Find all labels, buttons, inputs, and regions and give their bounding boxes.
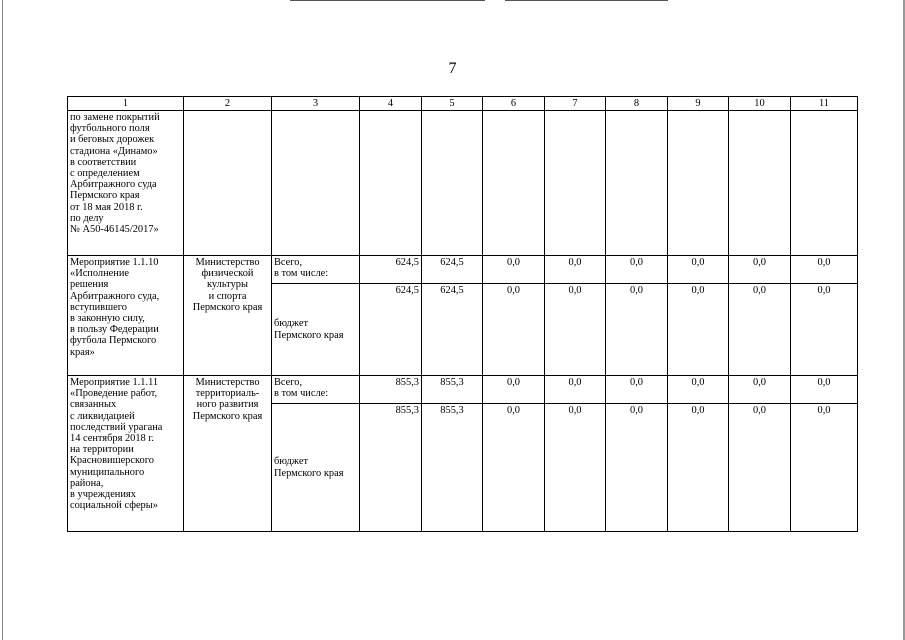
column-number: 11 — [791, 97, 858, 111]
event-1-budget-col7: 0,0 — [545, 284, 606, 376]
column-number: 6 — [483, 97, 545, 111]
event-1-budget-col6: 0,0 — [483, 284, 545, 376]
column-number: 2 — [184, 97, 272, 111]
top-rule-left — [290, 0, 485, 1]
event-2-total-col10: 0,0 — [729, 376, 791, 404]
column-number: 4 — [360, 97, 422, 111]
empty-cell — [422, 111, 483, 256]
column-number: 9 — [668, 97, 729, 111]
empty-cell — [545, 111, 606, 256]
empty-cell — [483, 111, 545, 256]
top-rule-right — [505, 0, 668, 1]
empty-cell — [729, 111, 791, 256]
event-1-budget-col8: 0,0 — [606, 284, 668, 376]
event-2-total-col7: 0,0 — [545, 376, 606, 404]
event-1-budget-col5: 624,5 — [422, 284, 483, 376]
event-1-total-col6: 0,0 — [483, 256, 545, 284]
event-2-total-col6: 0,0 — [483, 376, 545, 404]
page-edge-left — [2, 0, 3, 640]
empty-cell — [272, 111, 360, 256]
empty-cell — [668, 111, 729, 256]
empty-cell — [184, 111, 272, 256]
event-1-total-row — [68, 256, 858, 284]
column-number: 1 — [68, 97, 184, 111]
event-2-budget-col11: 0,0 — [791, 404, 858, 532]
event-1-total-col7: 0,0 — [545, 256, 606, 284]
event-1-budget-col4: 624,5 — [360, 284, 422, 376]
column-number: 3 — [272, 97, 360, 111]
empty-cell — [360, 111, 422, 256]
event-2-budget-col8: 0,0 — [606, 404, 668, 532]
page-number: 7 — [448, 60, 457, 77]
event-2-budget-col4: 855,3 — [360, 404, 422, 532]
column-number: 7 — [545, 97, 606, 111]
event-2-budget-col6: 0,0 — [483, 404, 545, 532]
event-1-total-col4: 624,5 — [360, 256, 422, 284]
continuation-row — [68, 111, 858, 256]
column-number: 5 — [422, 97, 483, 111]
event-2-total-col8: 0,0 — [606, 376, 668, 404]
event-2-total-row — [68, 376, 858, 404]
program-table — [67, 96, 858, 532]
column-number: 8 — [606, 97, 668, 111]
column-number-row — [68, 97, 858, 111]
event-2-total-col4: 855,3 — [360, 376, 422, 404]
empty-cell — [791, 111, 858, 256]
empty-cell — [606, 111, 668, 256]
event-1-executor: Министерство физической культуры и спорта Пермского края — [184, 256, 272, 376]
event-1-total-col5: 624,5 — [422, 256, 483, 284]
event-2-budget-col7: 0,0 — [545, 404, 606, 532]
continuation-description: по замене покрытий футбольного поля и беговых дорожек стадиона «Динамо» в соответствии с определением Арбитражного суда Пермского края от 18 мая 2018 г. по делу № А50-46145/2017» — [68, 111, 184, 256]
event-1-budget-col10: 0,0 — [729, 284, 791, 376]
event-2-total-label: Всего, в том числе: — [272, 376, 360, 404]
event-1-total-col10: 0,0 — [729, 256, 791, 284]
event-1-description: Мероприятие 1.1.10 «Исполнение решения Арбитражного суда, вступившего в законную силу, в пользу Федерации футбола Пермского края» — [68, 256, 184, 376]
event-2-budget-col10: 0,0 — [729, 404, 791, 532]
event-2-budget-label: бюджет Пермского края — [272, 404, 360, 532]
event-2-total-col9: 0,0 — [668, 376, 729, 404]
event-1-total-col8: 0,0 — [606, 256, 668, 284]
event-1-total-col11: 0,0 — [791, 256, 858, 284]
event-2-total-col5: 855,3 — [422, 376, 483, 404]
event-2-budget-col5: 855,3 — [422, 404, 483, 532]
event-1-budget-col11: 0,0 — [791, 284, 858, 376]
event-2-total-col11: 0,0 — [791, 376, 858, 404]
column-number: 10 — [729, 97, 791, 111]
event-2-executor: Министерство территориаль- ного развития Пермского края — [184, 376, 272, 532]
event-1-total-label: Всего, в том числе: — [272, 256, 360, 284]
event-2-budget-col9: 0,0 — [668, 404, 729, 532]
event-1-total-col9: 0,0 — [668, 256, 729, 284]
event-1-budget-col9: 0,0 — [668, 284, 729, 376]
event-1-budget-label: бюджет Пермского края — [272, 284, 360, 376]
event-2-description: Мероприятие 1.1.11 «Проведение работ, связанных с ликвидацией последствий урагана 14 сентября 2018 г. на территории Красновишерского муниципального района, в учреждениях социальной сферы» — [68, 376, 184, 532]
